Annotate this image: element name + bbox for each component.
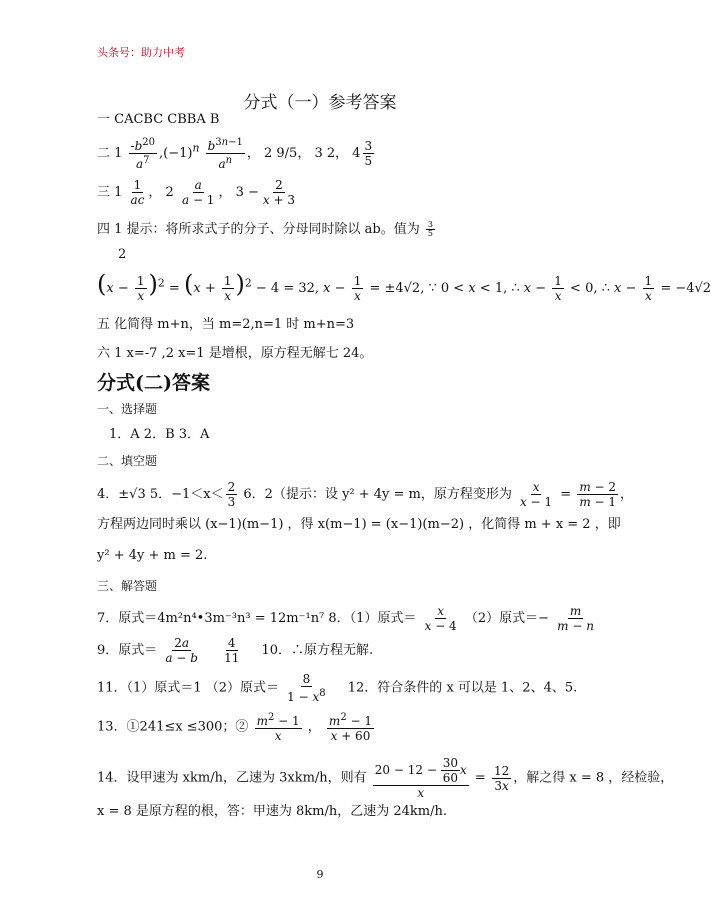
heading-solve: 三、解答题 — [97, 579, 158, 593]
answer-q11-q12: 11．（1）原式＝1 （2）原式＝ $\frac{8}{1 - x^8}$ 12．符合条件的 x 可以是 1、2、4、5. — [97, 672, 578, 704]
answer-line-5: 五 化简得 m+n，当 m=2,n=1 时 m+n=3 — [97, 317, 355, 332]
fill-line-2: 方程两边同时乘以 (x−1)(m−1) ，得 x(m−1) = (x−1)(m−2) ，化简得 m + x = 2 ，即 — [97, 517, 621, 532]
fraction: $\frac{a}{a - 1}$ — [181, 178, 215, 207]
fraction: $\frac{-b^{20}}{a^7}$ — [130, 137, 156, 171]
answer-line-4b: 2 — [118, 247, 127, 262]
heading-fill: 二、填空题 — [97, 454, 158, 468]
answer-q7-q8: 7．原式＝4m²n⁴•3m⁻³n³ = 12m⁻¹n⁷ 8．（1）原式＝ $\frac{x}{x - 4}$ （2）原式＝− $\frac{m}{m - n}$ — [97, 604, 594, 633]
header-source: 头条号：助力中考 — [97, 46, 185, 59]
answer-line-2: 二 1 $\frac{-b^{20}}{a^7}$ $,(-1)^n$ $\frac{b^{3n-1}}{a^n}$ ， 2 9/5， 3 2， 4 $\frac{3}{5}$ — [97, 137, 373, 171]
answer-line-4: 四 1 提示：将所求式子的分子、分母同时除以 ab。值为 $\frac{3}{5}$ — [97, 220, 433, 238]
heading-choice: 一、选择题 — [97, 402, 158, 416]
answer-line-4-formula: (x − $\frac{1}{x}$ )$^2$ = (x + $\frac{1}{x}$ )$^2$ − 4 = 32, x − $\frac{1}{x}$ = ±4√2, ∵ 0 < x < 1, ∴ x − $\frac{1}{x}$ < 0, ∴ x − $\frac{1}{x}$ = −4√2 — [97, 270, 711, 303]
answer-q9-q10: 9．原式＝ $\frac{2a}{a - b}$ $\frac{4}{11}$ 10．∴原方程无解. — [97, 636, 374, 665]
choice-answers: 1．A 2．B 3．A — [109, 427, 210, 442]
page-number: 9 — [316, 868, 324, 881]
fraction: $\frac{1}{ac}$ — [130, 178, 145, 207]
fill-line-3: y² + 4y + m = 2. — [97, 548, 208, 563]
answer-line-3: 三 1 $\frac{1}{ac}$ ， 2 $\frac{a}{a - 1}$ ， 3 − $\frac{2}{x + 3}$ — [97, 178, 295, 207]
answer-q14-cont: x = 8 是原方程的根，答：甲速为 8km/h，乙速为 24km/h. — [97, 804, 448, 819]
answer-q14: 14．设甲速为 xkm/h，乙速为 3xkm/h，则有 20 − 12 − $\frac{30}{60}$ x x = $\frac{12}{3x}$ ，解之得 x = 8 ，经检验， — [97, 756, 674, 800]
section-title-1: 分式（一）参考答案 — [243, 93, 397, 113]
answer-line-1: 一 CACBC CBBA B — [97, 112, 220, 127]
answer-line-6: 六 1 x=-7 ,2 x=1 是增根，原方程无解七 24。 — [97, 346, 373, 361]
fraction: $\frac{b^{3n-1}}{a^n}$ — [207, 137, 243, 171]
answer-q13: 13．①241≤x ≤300；② $\frac{m^2 - 1}{x}$ ， $\frac{m^2 - 1}{x + 60}$ — [97, 712, 373, 743]
fraction: $\frac{3}{5}$ — [364, 139, 373, 168]
fill-line-1: 4．±√3 5．−1＜x＜ $\frac{2}{3}$ 6．2（提示：设 y² + 4y = m，原方程变形为 $\frac{x}{x - 1}$ = $\frac{m - 2}{m - 1}$ ， — [97, 480, 634, 509]
fraction: $\frac{2}{x + 3}$ — [262, 178, 295, 207]
section-title-2: 分式(二)答案 — [97, 372, 210, 394]
